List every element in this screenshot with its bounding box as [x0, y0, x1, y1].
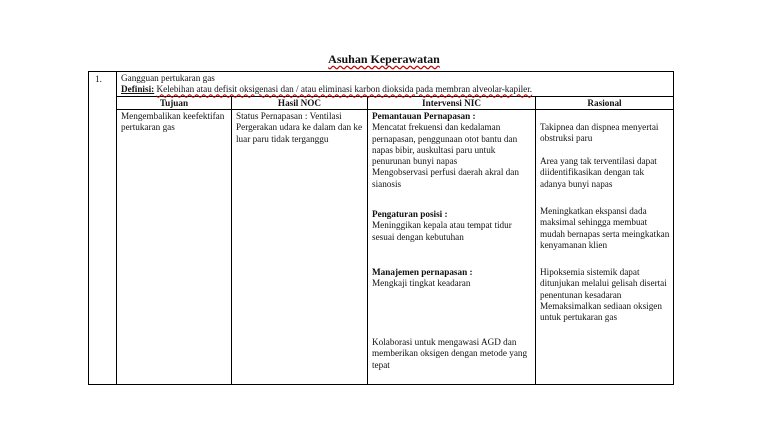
header-tujuan: Tujuan [159, 98, 189, 108]
pengaturan-posisi-title: Pengaturan posisi : [372, 209, 448, 219]
header-top-divider [116, 96, 673, 97]
definition-line [121, 84, 667, 95]
tujuan-column-divider [231, 96, 232, 384]
number-column-divider [116, 72, 117, 384]
rasional-column [540, 111, 670, 383]
care-plan-table [88, 71, 674, 385]
kolaborasi-item: Kolaborasi untuk mengawasi AGD dan memberikan oksigen dengan metode yang tepat [372, 337, 528, 370]
intervensi-column [372, 111, 532, 383]
diagnosis-text: Gangguan pertukaran gas [121, 73, 215, 83]
manajemen-pernapasan-title: Manajemen pernapasan : [372, 267, 473, 277]
manajemen-pernapasan-item: Mengkaji tingkat keadaran [372, 278, 471, 289]
pengaturan-posisi-item: Meninggikan kepala atau tempat tidur sesuai dengan kebutuhan [372, 220, 512, 242]
pemantauan-item-1: Mencatat frekuensi dan kedalaman pernapasan, penggunaan otot bantu dan napas bibir, auskultasi paru untuk penurunan bunyi napas [372, 122, 518, 167]
header-rasional: Rasional [587, 98, 622, 108]
row-number: 1. [95, 74, 102, 84]
hasil-noc-text: Status Pernapasan : Ventilasi Pergerakan udara ke dalam dan ke luar paru tidak terganggu [236, 111, 363, 144]
diagnosis-block [121, 73, 667, 96]
header-intervensi-nic: Intervensi NIC [422, 98, 481, 108]
rasional-item-5: Memaksimalkan sediaan oksigen untuk pertukaran gas [540, 301, 662, 323]
definition-text: Kelebihan atau defisit oksigenasi dan / atau eliminasi karbon dioksida pada membran alveolar-kapiler. [156, 84, 533, 95]
header-hasil-noc: Hasil NOC [277, 98, 322, 108]
hasil-column-divider [367, 96, 368, 384]
tujuan-text: Mengembalikan keefektifan pertukaran gas [121, 111, 225, 133]
document-title: Asuhan Keperawatan [328, 52, 440, 66]
rasional-item-1: Takipnea dan dispnea menyertai obstruksi paru [540, 122, 659, 144]
rasional-item-2: Area yang tak terventilasi dapat diidentifikasikan dengan tak adanya bunyi napas [540, 156, 657, 189]
pemantauan-item-2: Mengobservasi perfusi daerah akral dan sianosis [372, 167, 519, 189]
intervensi-column-divider [535, 96, 536, 384]
definition-label: Definisi: [121, 84, 155, 95]
rasional-item-3: Meningkatkan ekspansi dada maksimal sehingga membuat mudah bernapas serta meingkatkan kenyamanan klien [540, 206, 670, 250]
pemantauan-title: Pemantauan Pernapasan : [372, 111, 476, 121]
rasional-item-4: Hipoksemia sistemik dapat ditunjukan melalui gelisah disertai penentunan kesadaran [540, 267, 667, 300]
